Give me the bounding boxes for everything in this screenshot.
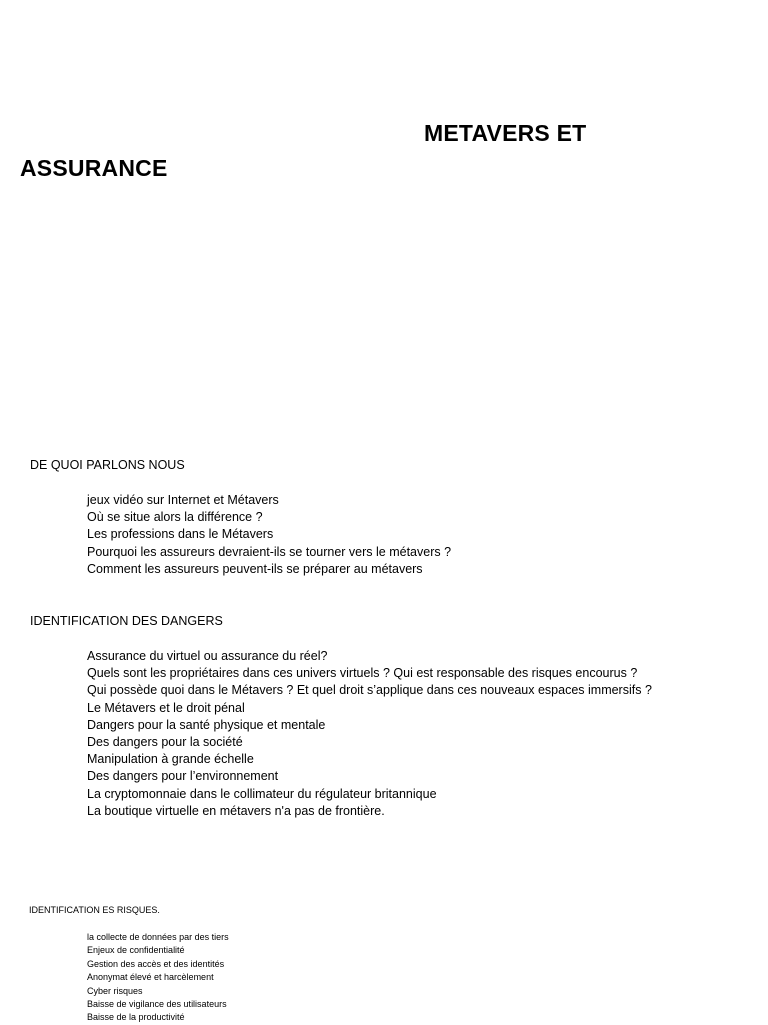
list-item: Dangers pour la santé physique et mentale bbox=[87, 717, 326, 732]
section-heading-identification-des-dangers: IDENTIFICATION DES DANGERS bbox=[30, 614, 223, 628]
list-item: Des dangers pour la société bbox=[87, 735, 243, 750]
dangers-list bbox=[87, 648, 652, 820]
list-item: Manipulation à grande échelle bbox=[87, 752, 254, 767]
list-item: Assurance du virtuel ou assurance du réel? bbox=[87, 649, 328, 663]
list-item: La boutique virtuelle en métavers n'a pas de frontière. bbox=[87, 803, 385, 818]
list-item: Pourquoi les assureurs devraient-ils se tourner vers le métavers ? bbox=[87, 544, 452, 559]
list-item: Qui possède quoi dans le Métavers ? Et quel droit s’applique dans ces nouveaux espaces immersifs ? bbox=[87, 683, 652, 698]
list-item: jeux vidéo sur Internet et Métavers bbox=[87, 493, 279, 507]
topics-list bbox=[87, 492, 451, 578]
section-heading-identification-des-risques: IDENTIFICATION ES RISQUES. bbox=[29, 905, 160, 915]
section-heading-de-quoi-parlons-nous: DE QUOI PARLONS NOUS bbox=[30, 458, 185, 472]
list-item: Anonymat élevé et harcèlement bbox=[87, 972, 214, 983]
list-item: La cryptomonnaie dans le collimateur du régulateur britannique bbox=[87, 786, 437, 801]
list-item: Enjeux de confidentialité bbox=[87, 945, 185, 956]
list-item: Comment les assureurs peuvent-ils se préparer au métavers bbox=[87, 561, 423, 576]
list-item: Cyber risques bbox=[87, 985, 143, 996]
list-item: Le Métavers et le droit pénal bbox=[87, 700, 245, 715]
document-title-line-1: METAVERS ET bbox=[424, 120, 587, 146]
list-item: Baisse de vigilance des utilisateurs bbox=[87, 999, 227, 1010]
list-item: Baisse de la productivité bbox=[87, 1012, 185, 1023]
list-item: Gestion des accès et des identités bbox=[87, 958, 225, 969]
list-item: Des dangers pour l’environnement bbox=[87, 769, 279, 784]
list-item: Les professions dans le Métavers bbox=[87, 527, 274, 542]
document-title-line-2: ASSURANCE bbox=[20, 155, 168, 181]
list-item: la collecte de données par des tiers bbox=[87, 932, 229, 942]
list-item: Où se situe alors la différence ? bbox=[87, 510, 263, 525]
list-item: Quels sont les propriétaires dans ces univers virtuels ? Qui est responsable des risques encourus ? bbox=[87, 666, 638, 681]
risks-list bbox=[87, 931, 229, 1025]
